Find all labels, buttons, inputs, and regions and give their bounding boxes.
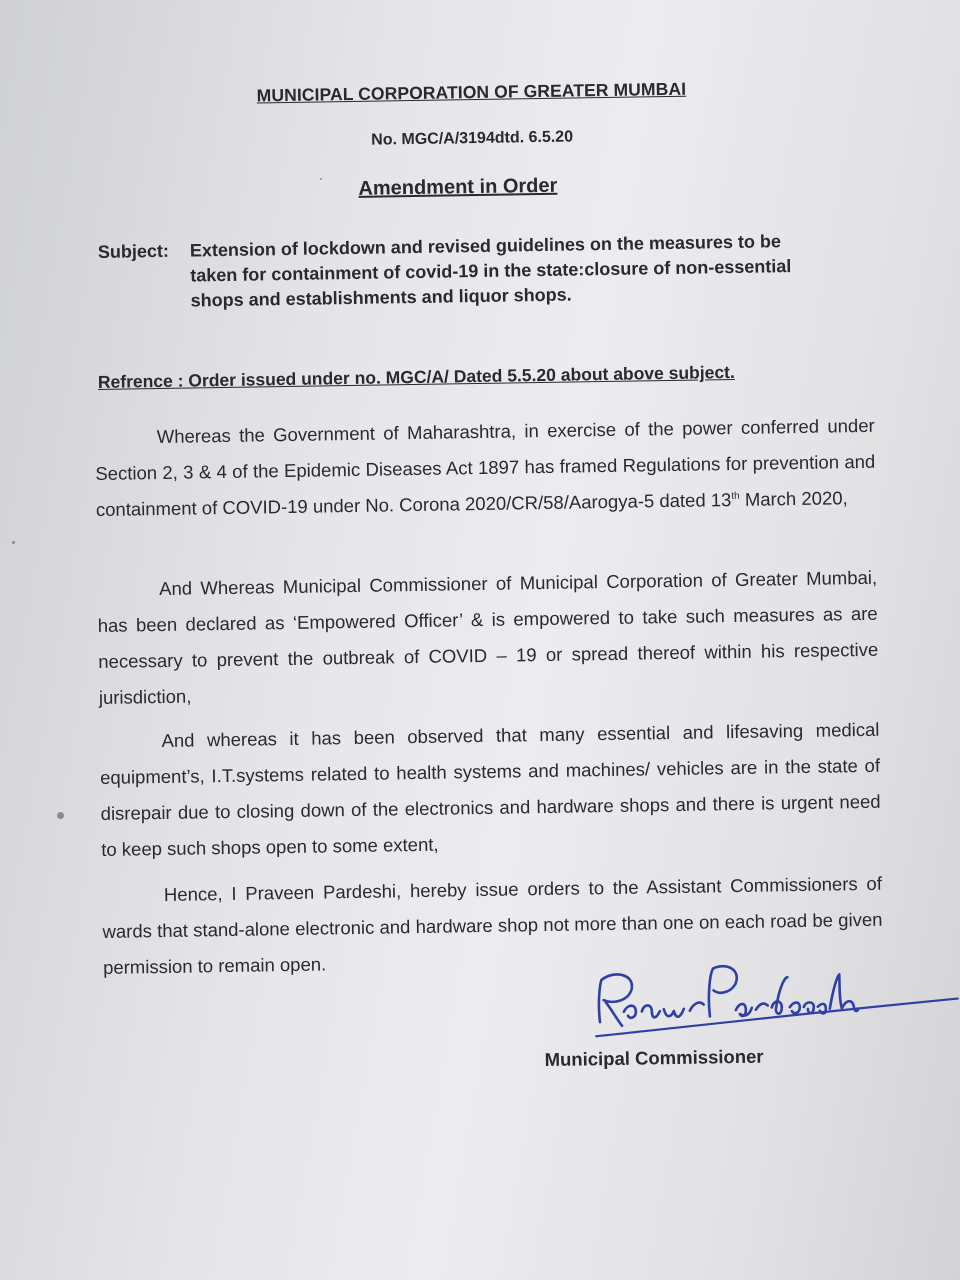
paragraph-1 (94, 408, 876, 528)
paragraph-1-date-tail: March 2020, (739, 487, 848, 510)
commissioner-signature (585, 954, 960, 1044)
subject-block (98, 229, 799, 315)
order-number: No. MGC/A/3194dtd. 6.5.20 (371, 128, 574, 149)
subject-text: Extension of lockdown and revised guidelines on the measures to be taken for containment of covid-19 in the state:closure of non-essential shops and establishments and liquor shops. (189, 231, 792, 311)
paragraph-2: And Whereas Municipal Commissioner of Municipal Corporation of Greater Mumbai, has been declared as ‘Empowered Officer’ & is empowered to take such measures as are necessary to prevent the outbreak of COVID – 19 or spread thereof within his respective jurisdiction, (97, 566, 879, 708)
subject-label: Subject: (97, 240, 170, 262)
document-title: Amendment in Order (358, 174, 558, 200)
date-superscript: th (731, 490, 740, 502)
paragraph-4: Hence, I Praveen Pardeshi, hereby issue orders to the Assistant Commissioners of wards that stand-alone electronic and hardware shop not more than one on each road be given permission to remain open. (102, 872, 883, 978)
paragraph-1-text: Whereas the Government of Maharashtra, in exercise of the power conferred under Section 2, 3 & 4 of the Epidemic Diseases Act 1897 has framed Regulations for prevention and containment of COVID-19 under No. Corona 2020/CR/58/Aarogya-5 dated 13 (95, 414, 876, 521)
organization-header: MUNICIPAL CORPORATION OF GREATER MUMBAI (256, 78, 687, 106)
paper-speck (57, 812, 64, 819)
signatory-title: Municipal Commissioner (544, 1045, 764, 1071)
paragraph-3: And whereas it has been observed that many essential and lifesaving medical equipment’s, I.T.systems related to health systems and machines/ vehicles are in the state of disrepair due to closing down of the electronics and hardware shops and there is urgent need to keep such shops open to some extent, (99, 718, 881, 860)
paper-speck (320, 178, 322, 180)
reference-line: Refrence : Order issued under no. MGC/A/ Dated 5.5.20 about above subject. (97, 361, 735, 392)
paper-speck (12, 541, 15, 544)
